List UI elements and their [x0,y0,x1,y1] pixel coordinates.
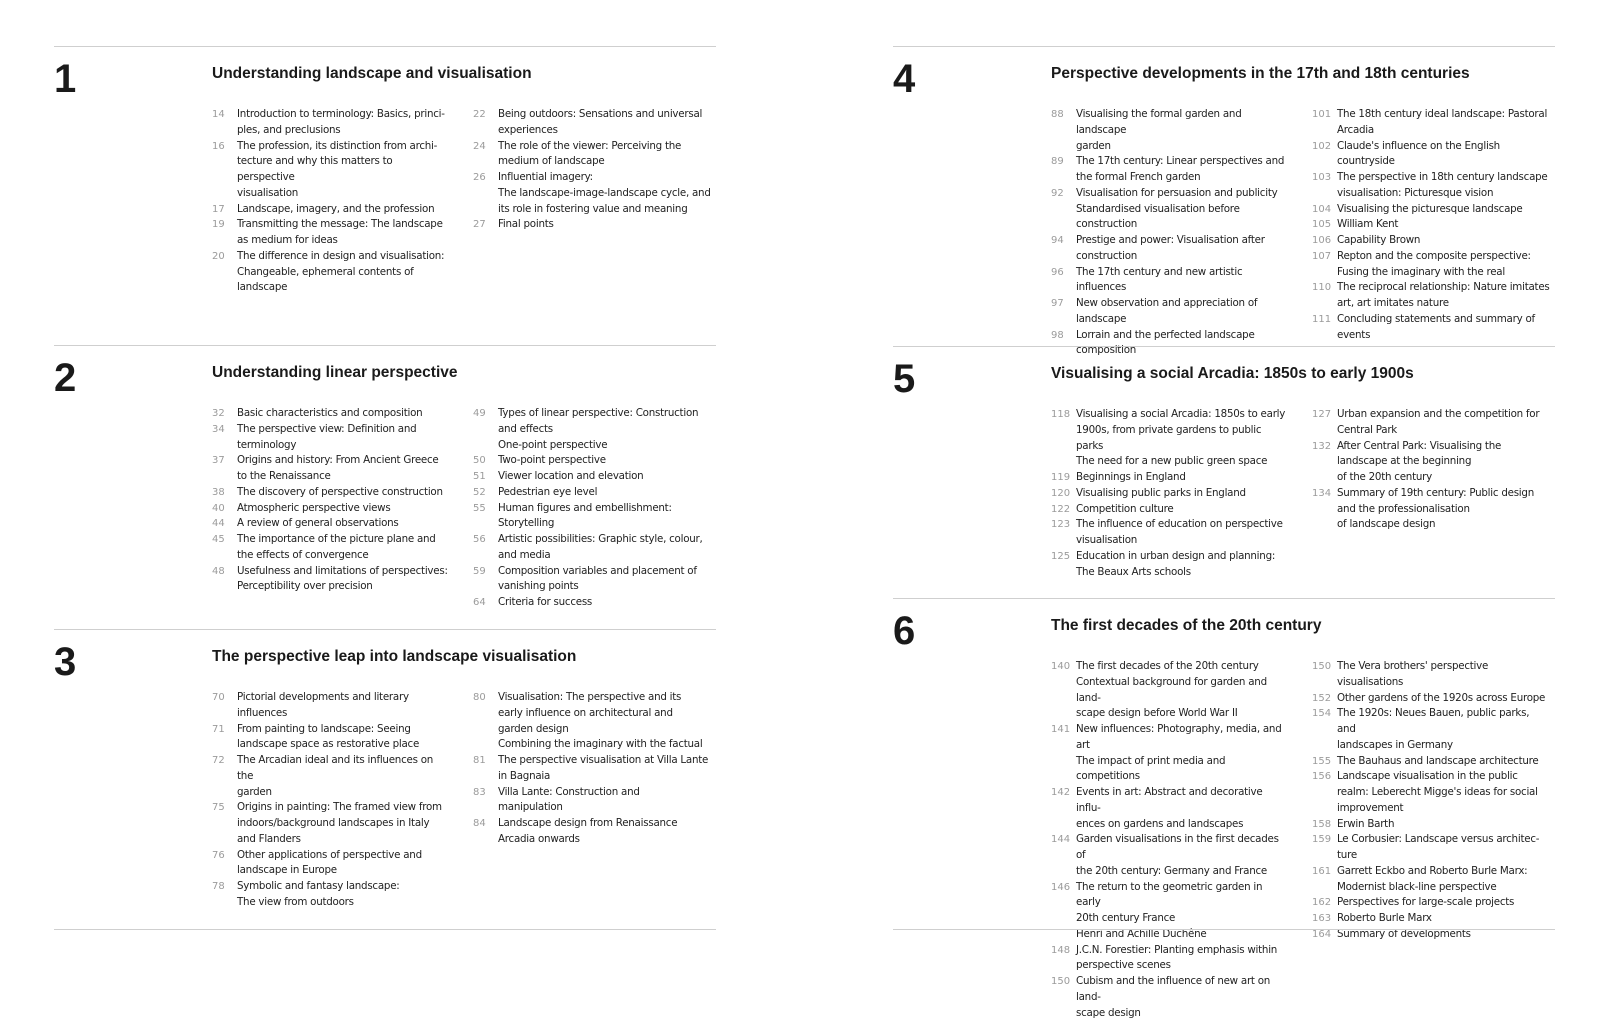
toc-entry [1312,407,1550,439]
toc-entry [212,485,450,501]
toc-entry [1312,817,1550,833]
entry-title: Le Corbusier: Landscape versus architec- ture [1337,833,1540,861]
toc-entry [212,564,450,596]
page-number: 44 [212,518,225,530]
page-number: 134 [1312,487,1332,499]
entry-title: Human figures and embellishment: Storytelling [498,501,672,530]
entry-title: The perspective in 18th century landscape visualisation: Picturesque vision [1337,171,1548,199]
entry-title: The reciprocal relationship: Nature imitates art, art imitates nature [1337,281,1550,309]
page-number: 118 [1051,409,1071,420]
toc-entry [1312,312,1550,344]
page-number: 110 [1312,282,1332,294]
entry-title: The importance of the picture plane and the effects of convergence [237,533,436,561]
entry-title: Final points [498,218,554,231]
page-number: 163 [1312,913,1332,924]
page-number: 24 [473,140,486,152]
chapter-title: Understanding linear perspective [212,364,458,381]
toc-entry [212,532,450,564]
page-number: 71 [212,723,225,735]
entry-title: Viewer location and elevation [498,470,644,482]
page-number: 78 [212,881,225,892]
page-number: 70 [212,692,225,703]
chapter-title: The perspective leap into landscape visualisation [212,648,577,665]
page-number: 88 [1051,109,1064,120]
entry-title: Repton and the composite perspective: Fusing the imaginary with the real [1337,249,1531,278]
entry-title: Villa Lante: Construction and manipulation [498,785,640,814]
entry-title: Other applications of perspective and landscape in Europe [237,848,422,877]
page-number: 80 [473,692,486,703]
toc-entry [1051,107,1289,154]
page-number: 40 [212,502,225,514]
page-number: 49 [473,408,486,419]
entry-title: The Vera brothers' perspective visualisations [1337,660,1489,688]
page-number: 161 [1312,865,1332,877]
toc-entry [473,785,711,817]
entry-title: Concluding statements and summary of events [1337,312,1535,341]
chapter-3-section [54,629,716,908]
toc-entry [212,139,450,202]
right-page [893,0,1555,1019]
page-number: 140 [1051,661,1071,672]
entry-title: Prestige and power: Visualisation after construction [1076,234,1265,262]
page-number: 127 [1312,409,1332,420]
entries-column-left [1051,107,1289,359]
toc-entry [1312,769,1550,816]
page-number: 104 [1312,203,1332,215]
chapter-6-section [893,598,1555,1019]
toc-entry [212,516,450,532]
entry-title: Basic characteristics and composition [237,407,423,419]
entry-title: The perspective visualisation at Villa Lante in Bagnaia [498,754,709,782]
chapter-number: 1 [54,57,77,101]
entry-title: Beginnings in England [1076,471,1186,483]
page-number: 20 [212,250,225,262]
toc-entry [1051,943,1289,975]
entry-title: Capability Brown [1337,234,1421,246]
page-number: 150 [1312,661,1332,672]
entry-title: The discovery of perspective construction [237,485,443,498]
entries-column-right [473,107,711,233]
toc-entry [1312,659,1550,691]
toc-entry [212,753,450,800]
entry-title: Lorrain and the perfected landscape composition [1076,328,1255,357]
toc-entry [473,690,711,753]
toc-entry [1051,785,1289,832]
toc-entry [1051,233,1289,265]
entry-title: The influence of education on perspective visualisation [1076,518,1283,546]
page-number: 89 [1051,156,1064,168]
entry-title: Two-point perspective [498,454,606,467]
page-number: 81 [473,755,486,766]
chapter-number: 2 [54,356,77,400]
toc-entry [1312,895,1550,911]
toc-entry [212,249,450,296]
entry-title: The 17th century and new artistic influences [1076,265,1243,294]
toc-entry [1051,549,1289,581]
page-number: 38 [212,486,225,498]
toc-entry [1312,439,1550,486]
entry-title: Roberto Burle Marx [1337,912,1432,924]
entry-title: Landscape visualisation in the public realm: Leberecht Migge's ideas for social improvement [1337,770,1538,814]
toc-entry [1312,170,1550,202]
page-number: 107 [1312,250,1332,262]
entry-title: Summary of developments [1337,927,1471,940]
entry-title: The profession, its distinction from archi- tecture and why this matters to perspective visualisation [237,139,438,199]
entries-column-right [473,406,711,611]
entry-title: Types of linear perspective: Construction and effects One-point perspective [498,407,699,451]
page-number: 119 [1051,472,1071,483]
entry-title: The difference in design and visualisation: Changeable, ephemeral contents of landscape [237,249,445,294]
toc-entry [212,107,450,139]
toc-entry [1312,202,1550,218]
entry-title: Introduction to terminology: Basics, princi- ples, and preclusions [237,108,445,136]
entry-title: Landscape, imagery, and the profession [237,202,435,215]
page-number: 59 [473,565,486,577]
page-number: 103 [1312,172,1332,183]
toc-entry [1051,880,1289,943]
page-number: 125 [1051,550,1071,562]
toc-entry [1051,659,1289,722]
toc-entry [212,722,450,754]
page-number: 14 [212,109,225,120]
page-number: 106 [1312,235,1332,246]
left-page [54,0,716,995]
entry-title: Composition variables and placement of vanishing points [498,564,697,593]
page-number: 155 [1312,755,1332,767]
toc-entry [1312,832,1550,864]
page-number: 96 [1051,266,1064,278]
page-number: 98 [1051,329,1064,341]
page-number: 55 [473,502,486,514]
entry-title: Criteria for success [498,596,593,608]
toc-entry [212,848,450,880]
entry-title: Pictorial developments and literary influences [237,691,409,719]
toc-entry [1312,233,1550,249]
entries-column-right [1312,659,1550,943]
toc-entry [1051,154,1289,186]
toc-entry [1051,517,1289,549]
entries-column-left [212,690,450,911]
page-number: 27 [473,219,486,231]
page-number: 94 [1051,235,1064,246]
entry-title: Symbolic and fantasy landscape: The view from outdoors [237,880,400,908]
page-number: 156 [1312,771,1332,783]
entry-title: J.C.N. Forestier: Planting emphasis within perspective scenes [1076,943,1278,972]
page-number: 101 [1312,109,1332,120]
entry-title: Competition culture [1076,502,1174,515]
page-number: 84 [473,818,486,829]
entry-title: The 18th century ideal landscape: Pastoral Arcadia [1337,108,1548,136]
toc-entry [1312,249,1550,281]
entry-title: Summary of 19th century: Public design and the professionalisation of landscape design [1337,486,1534,531]
entry-title: From painting to landscape: Seeing landscape space as restorative place [237,722,420,751]
toc-entry [212,453,450,485]
page-number: 32 [212,408,225,419]
page-number: 45 [212,534,225,545]
page-number: 141 [1051,724,1071,735]
page-number: 37 [212,455,225,467]
entry-title: Education in urban design and planning: The Beaux Arts schools [1076,549,1276,578]
toc-entry [1051,407,1289,470]
toc-entry [473,107,711,139]
page-number: 144 [1051,834,1071,846]
page-number: 19 [212,219,225,231]
toc-entry [212,879,450,911]
entries-column-left [1051,407,1289,580]
entry-title: Garden visualisations in the first decades of the 20th century: Germany and France [1076,833,1279,877]
entry-title: The perspective view: Definition and terminology [237,422,417,451]
page-number: 48 [212,565,225,577]
chapter-5-section [893,346,1555,578]
entry-title: New influences: Photography, media, and art The impact of print media and competitions [1076,723,1282,783]
entry-title: New observation and appreciation of landscape [1076,297,1258,325]
entry-title: Origins in painting: The framed view from indoors/background landscapes in Italy and Flanders [237,801,442,845]
entries-column-left [1051,659,1289,1021]
toc-entry [473,485,711,501]
page-number: 76 [212,849,225,861]
toc-entry [212,800,450,847]
toc-entry [473,564,711,596]
toc-entry [473,501,711,533]
page-number: 150 [1051,976,1071,987]
entries-column-left [212,107,450,296]
page-number: 51 [473,471,486,482]
toc-entry [1051,265,1289,297]
toc-entry [1051,296,1289,328]
toc-entry [1312,217,1550,233]
entry-title: Claude's influence on the English countryside [1337,139,1500,168]
entry-title: Visualising the formal garden and landscape garden [1076,108,1242,152]
entry-title: Urban expansion and the competition for Central Park [1337,408,1540,436]
page-number: 34 [212,423,225,435]
page-number: 120 [1051,487,1071,499]
toc-entry [212,406,450,422]
toc-entry [212,501,450,517]
page-number: 75 [212,802,225,814]
chapter-1-section [54,46,716,294]
toc-entry [1051,832,1289,879]
page-number: 50 [473,455,486,467]
toc-entry [473,532,711,564]
chapter-number: 5 [893,357,916,401]
entries-column-right [1312,407,1550,533]
toc-entry [212,217,450,249]
bottom-divider [893,929,1555,930]
chapter-title: Understanding landscape and visualisation [212,65,532,82]
entry-title: Visualisation for persuasion and publicity Standardised visualisation before construction [1076,186,1278,231]
entry-title: Origins and history: From Ancient Greece to the Renaissance [237,454,439,482]
entry-title: The role of the viewer: Perceiving the medium of landscape [498,139,682,168]
toc-entry [473,217,711,233]
page-number: 16 [212,140,225,152]
entry-title: Visualising a social Arcadia: 1850s to early 1900s, from private gardens to public parks The need for a new public green space [1076,408,1286,468]
page-number: 83 [473,786,486,798]
chapter-number: 6 [893,609,916,653]
page-number: 152 [1312,692,1332,704]
entry-title: Perspectives for large-scale projects [1337,896,1515,909]
entry-title: Visualising the picturesque landscape [1337,202,1523,215]
toc-entry [473,595,711,611]
entry-title: Atmospheric perspective views [237,501,391,514]
toc-entry [1312,486,1550,533]
entry-title: Erwin Barth [1337,817,1395,830]
toc-entry [1051,974,1289,1021]
toc-entry [1312,754,1550,770]
entry-title: Events in art: Abstract and decorative influ- ences on gardens and landscapes [1076,786,1263,830]
entries-column-right [473,690,711,848]
entry-title: Cubism and the influence of new art on land- scape design [1076,975,1271,1019]
page-number: 123 [1051,519,1071,531]
toc-entry [1051,328,1289,360]
entry-title: The first decades of the 20th century Contextual background for garden and land- scape design before World War II [1076,660,1267,720]
toc-entry [1051,722,1289,785]
page-number: 159 [1312,834,1332,846]
toc-entry [1312,691,1550,707]
page-number: 52 [473,486,486,498]
toc-entry [473,816,711,848]
entry-title: The return to the geometric garden in early 20th century France Henri and Achille Duchêne [1076,880,1263,940]
entry-title: The Arcadian ideal and its influences on the garden [237,754,434,798]
page-number: 154 [1312,708,1332,720]
entry-title: Other gardens of the 1920s across Europe [1337,691,1546,704]
entry-title: Landscape design from Renaissance Arcadia onwards [498,817,678,845]
entry-title: Visualising public parks in England [1076,486,1246,499]
entries-column-left [212,406,450,595]
toc-entry [212,690,450,722]
page-number: 97 [1051,298,1064,309]
page-number: 64 [473,597,486,608]
page-number: 158 [1312,818,1332,830]
toc-entry [1312,864,1550,896]
chapter-title: Perspective developments in the 17th and 18th centuries [1051,65,1470,82]
page-number: 105 [1312,219,1332,231]
toc-entry [473,753,711,785]
entry-title: Being outdoors: Sensations and universal experiences [498,108,703,136]
entry-title: Transmitting the message: The landscape as medium for ideas [237,218,443,246]
entry-title: Pedestrian eye level [498,485,598,498]
entry-title: William Kent [1337,218,1399,231]
page-number: 148 [1051,944,1071,956]
page-number: 22 [473,109,486,120]
toc-entry [1312,911,1550,927]
entry-title: The Bauhaus and landscape architecture [1337,754,1539,767]
entry-title: Influential imagery: The landscape-image-landscape cycle, and its role in fostering value and meaning [498,171,711,215]
toc-entry [212,422,450,454]
chapter-2-section [54,345,716,608]
page-number: 72 [212,755,225,766]
toc-entry [1051,486,1289,502]
toc-entry [1051,502,1289,518]
page-number: 26 [473,172,486,183]
page-number: 111 [1312,313,1332,325]
entry-title: Artistic possibilities: Graphic style, colour, and media [498,533,703,561]
toc-entry [1312,280,1550,312]
page-number: 92 [1051,187,1064,199]
page-number: 122 [1051,503,1071,515]
page-number: 164 [1312,928,1332,940]
toc-entry [1051,470,1289,486]
bottom-divider [54,929,716,930]
toc-entry [1312,107,1550,139]
toc-entry [473,170,711,217]
entry-title: Garrett Eckbo and Roberto Burle Marx: Modernist black-line perspective [1337,864,1528,893]
chapter-title: Visualising a social Arcadia: 1850s to early 1900s [1051,365,1414,382]
page-number: 17 [212,203,225,215]
page-number: 102 [1312,140,1332,152]
entry-title: A review of general observations [237,517,399,530]
page-number: 132 [1312,440,1332,452]
toc-entry [1312,139,1550,171]
toc-entry [473,406,711,453]
entry-title: After Central Park: Visualising the landscape at the beginning of the 20th century [1337,439,1502,483]
chapter-title: The first decades of the 20th century [1051,617,1322,634]
page-number: 146 [1051,881,1071,893]
entry-title: Usefulness and limitations of perspectives: Perceptibility over precision [237,564,448,593]
entry-title: The 17th century: Linear perspectives and the formal French garden [1076,155,1285,183]
toc-entry [473,139,711,171]
chapter-4-section [893,46,1555,357]
entry-title: Visualisation: The perspective and its early influence on architectural and garden design Combining the imaginary with the factual [498,691,703,751]
toc-entry [473,469,711,485]
page-number: 142 [1051,787,1071,798]
toc-entry [473,453,711,469]
entries-column-right [1312,107,1550,343]
page-number: 162 [1312,897,1332,909]
chapter-number: 3 [54,640,77,684]
page-number: 56 [473,534,486,545]
entry-title: The 1920s: Neues Bauen, public parks, and landscapes in Germany [1337,707,1530,751]
toc-entry [1051,186,1289,233]
toc-entry [212,202,450,218]
toc-entry [1312,706,1550,753]
chapter-number: 4 [893,57,916,101]
